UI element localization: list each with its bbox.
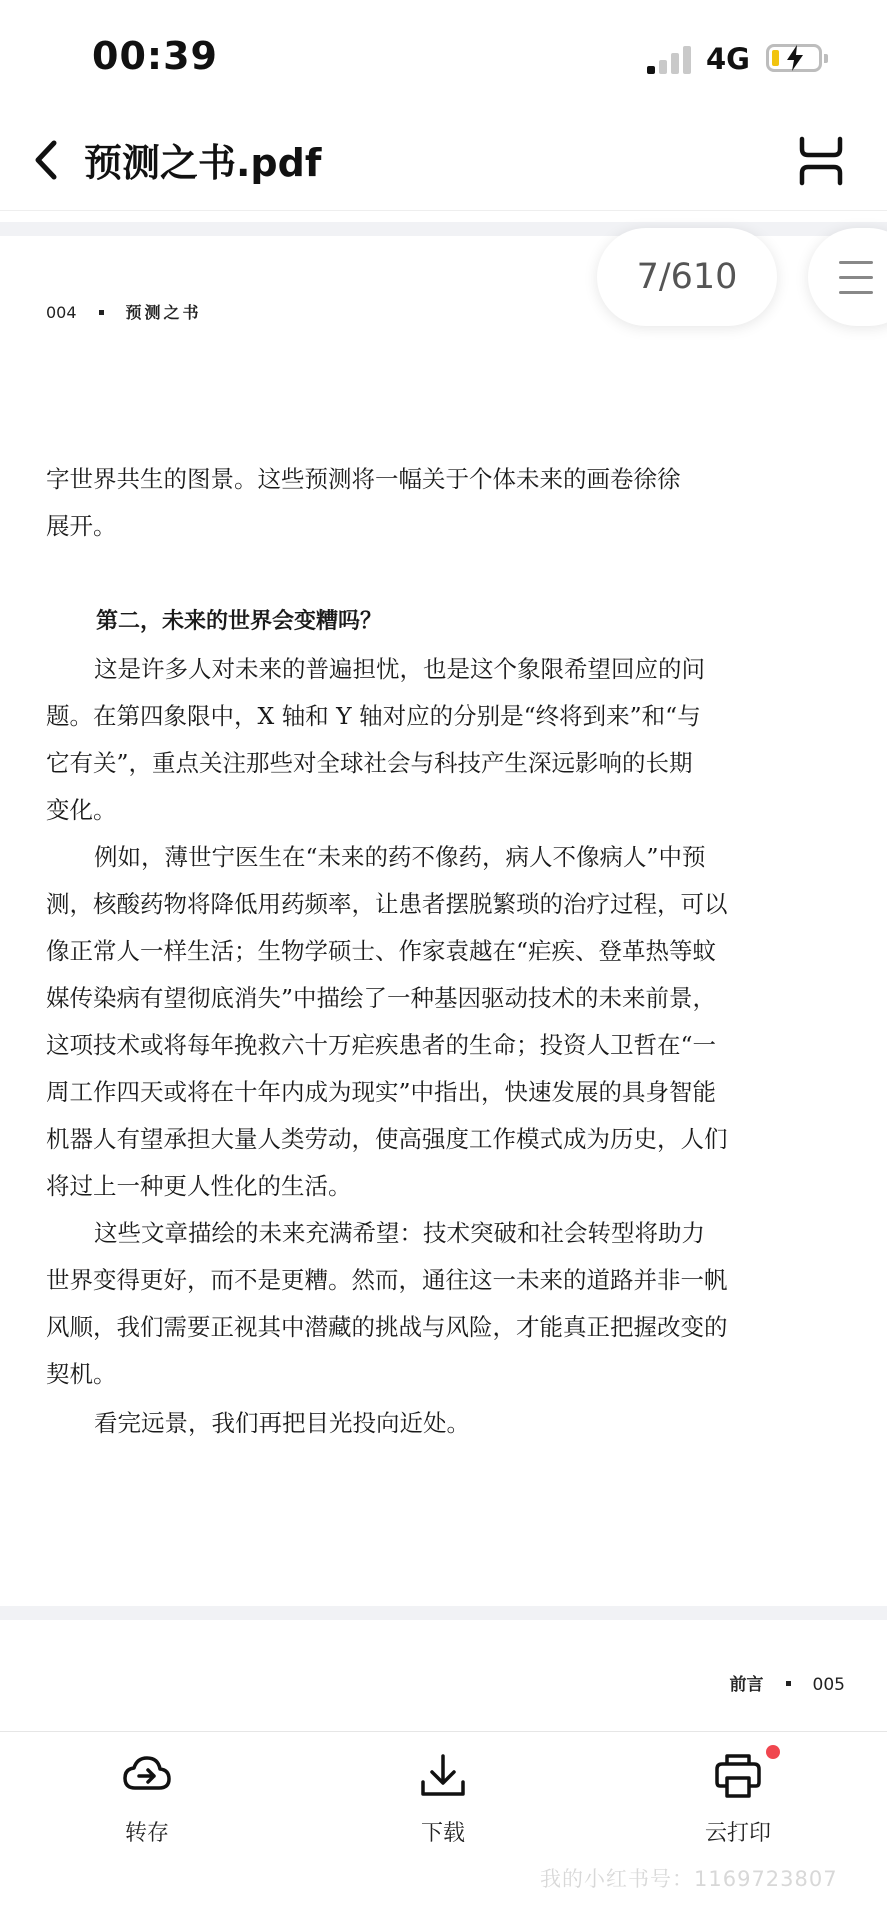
next-page-header [730, 1670, 845, 1695]
network-type: 4G [706, 42, 750, 76]
page-header [46, 300, 202, 323]
save-to-cloud-button[interactable] [77, 1750, 217, 1847]
download-button[interactable] [373, 1750, 513, 1847]
next-page-section: 前言 [729, 1675, 764, 1695]
page-separator-2 [0, 1606, 887, 1620]
page-header-book: 预测之书 [125, 303, 202, 322]
paragraph-1: 字世界共生的图景。这些预测将一幅关于个体未来的画卷徐徐 展开。 [46, 465, 681, 540]
cloud-save-icon [121, 1750, 173, 1802]
download-label: 下载 [420, 1821, 465, 1846]
printer-icon [712, 1750, 764, 1802]
paragraph-3: 例如，薄世宁医生在“未来的药不像药，病人不像病人”中预 测，核酸药物将降低用药频率，让患者摆脱繁琐的治疗过程，可以 像正常人一样生活；生物学硕士、作家袁越在“疟疾、登革热等蚊 媒传染病有望彻底消失”中描绘了一种基因驱动技术的未来前景， 这项技术或将每年挽救六十万疟疾患者的生命；投资人卫哲在“一 周工作四天或将在十年内成为现实”中指出，快速发展的具身智能 机器人有望承担大量人类劳动，使高强度工作模式成为历史，人们 将过上一种更人性化的生活。 [46, 843, 728, 1200]
notification-badge [766, 1745, 780, 1759]
charging-bolt-icon [784, 44, 806, 72]
section-heading: 第二，未来的世界会变糟吗？ [96, 609, 383, 634]
signal-icon [647, 44, 693, 74]
more-options-button[interactable] [796, 135, 846, 187]
back-button[interactable] [28, 135, 68, 185]
chevron-left-icon [28, 135, 68, 185]
paragraph-2: 这是许多人对未来的普遍担忧，也是这个象限希望回应的问 题。在第四象限中，X 轴和 Y 轴对应的分别是“终将到来”和“与 它有关”，重点关注那些对全球社会与科技产生深远影响的长期 变化。 [46, 655, 705, 824]
more-options-icon [796, 135, 846, 187]
page-separator [0, 222, 887, 236]
nav-bar [0, 115, 887, 211]
save-label: 转存 [124, 1821, 169, 1846]
pdf-page[interactable] [0, 236, 887, 1606]
page-indicator[interactable]: 7/610 [597, 228, 777, 326]
download-icon [417, 1750, 469, 1802]
cloud-print-button[interactable] [668, 1750, 808, 1847]
page-number: 004 [46, 303, 77, 322]
paragraph-5: 看完远景，我们再把目光投向近处。 [94, 1409, 470, 1437]
watermark: 我的小红书号：1169723807 [540, 1867, 838, 1891]
document-title: 预测之书.pdf [84, 141, 322, 185]
status-bar [0, 0, 887, 115]
next-page-number: 005 [812, 1675, 845, 1695]
status-time: 00:39 [92, 34, 218, 78]
battery-icon [766, 44, 822, 72]
paragraph-4: 这些文章描绘的未来充满希望：技术突破和社会转型将助力 世界变得更好，而不是更糟。然而，通往这一未来的道路并非一帆 风顺，我们需要正视其中潜藏的挑战与风险，才能真正把握改变的 契机。 [46, 1219, 728, 1388]
print-label: 云打印 [704, 1821, 771, 1846]
